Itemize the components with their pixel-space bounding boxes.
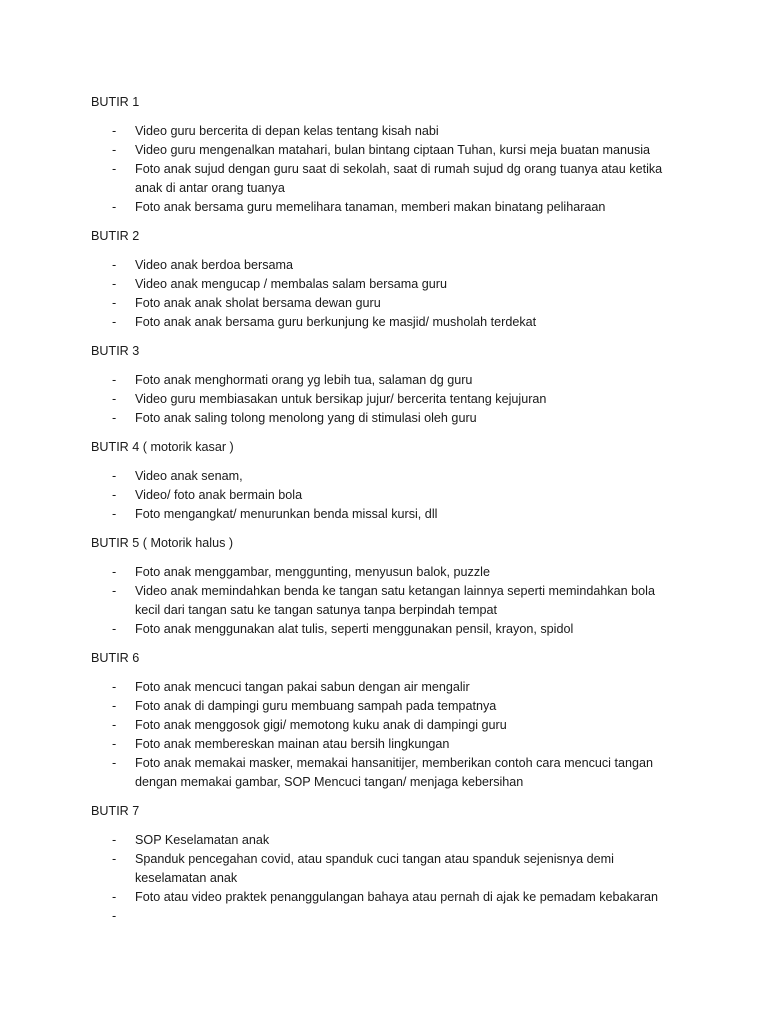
list-item [91,141,681,160]
bullet-dash: - [112,315,117,329]
list-item-text: Video anak senam, [135,469,243,483]
list-item-text: Foto anak membereskan mainan atau bersih lingkungan [135,737,450,751]
list-item [91,467,681,486]
list-item [91,735,681,754]
item-list-butir-1 [91,122,681,217]
list-item [91,390,681,409]
list-item-text: Foto anak saling tolong menolong yang di stimulasi oleh guru [135,411,477,425]
bullet-dash: - [112,890,117,904]
list-item-text: Foto anak anak sholat bersama dewan guru [135,296,381,310]
list-item [91,486,681,505]
bullet-dash: - [112,584,117,598]
list-item [91,505,681,524]
list-item-text: Foto anak anak bersama guru berkunjung ke masjid/ musholah terdekat [135,315,537,329]
bullet-dash: - [112,565,117,579]
list-item-text: SOP Keselamatan anak [135,833,270,847]
bullet-dash: - [112,909,117,923]
list-item-text: Foto anak mencuci tangan pakai sabun dengan air mengalir [135,680,470,694]
list-item [91,850,681,888]
list-item [91,294,681,313]
item-list-butir-6 [91,678,681,792]
section-title-butir-2: BUTIR 2 [91,229,140,243]
list-item [91,198,681,217]
item-list-butir-4 [91,467,681,524]
bullet-dash: - [112,143,117,157]
list-item [91,256,681,275]
list-item [91,275,681,294]
bullet-dash: - [112,507,117,521]
list-item [91,122,681,141]
bullet-dash: - [112,622,117,636]
list-item-text: Video guru membiasakan untuk bersikap jujur/ bercerita tentang kejujuran [135,392,547,406]
item-list-butir-2 [91,256,681,332]
list-item [91,716,681,735]
list-item-text: Video guru mengenalkan matahari, bulan bintang ciptaan Tuhan, kursi meja buatan manusia [135,143,651,157]
section-title-butir-6: BUTIR 6 [91,651,140,665]
bullet-dash: - [112,373,117,387]
document-body [91,93,681,923]
item-list-butir-7 [91,831,681,923]
list-item-text: Foto anak di dampingi guru membuang sampah pada tempatnya [135,699,497,713]
list-item [91,697,681,716]
bullet-dash: - [112,756,117,770]
list-item-text: Video anak memindahkan benda ke tangan satu ketangan lainnya seperti memindahkan bola kecil dari tangan satu ke tangan satunya tanpa berpindah tempat [135,584,655,617]
list-item-text: Video anak berdoa bersama [135,258,293,272]
bullet-dash: - [112,392,117,406]
bullet-dash: - [112,124,117,138]
list-item-text: Foto anak sujud dengan guru saat di sekolah, saat di rumah sujud dg orang tuanya atau ketika anak di antar orang tuanya [135,162,663,195]
item-list-butir-3 [91,371,681,428]
bullet-dash: - [112,469,117,483]
bullet-dash: - [112,162,117,176]
list-item-text: Foto anak menggunakan alat tulis, seperti menggunakan pensil, krayon, spidol [135,622,574,636]
bullet-dash: - [112,680,117,694]
bullet-dash: - [112,277,117,291]
section-title-butir-1: BUTIR 1 [91,95,140,109]
list-item-text: Foto atau video praktek penanggulangan bahaya atau pernah di ajak ke pemadam kebakaran [135,890,659,904]
list-item [91,160,681,198]
bullet-dash: - [112,737,117,751]
list-item-text: Spanduk pencegahan covid, atau spanduk cuci tangan atau spanduk sejenisnya demi keselamatan anak [135,852,614,885]
list-item [91,678,681,697]
bullet-dash: - [112,852,117,866]
bullet-dash: - [112,411,117,425]
list-item [91,620,681,639]
list-item [91,371,681,390]
list-item [91,563,681,582]
section-title-butir-4: BUTIR 4 ( motorik kasar ) [91,440,234,454]
bullet-dash: - [112,718,117,732]
list-item [91,888,681,907]
list-item [91,831,681,850]
list-item-text: Foto anak memakai masker, memakai hansanitijer, memberikan contoh cara mencuci tangan dengan memakai gambar, SOP Mencuci tangan/ menjaga kebersihan [135,756,653,789]
list-item-text: Foto anak menggosok gigi/ memotong kuku anak di dampingi guru [135,718,507,732]
bullet-dash: - [112,833,117,847]
list-item [91,754,681,792]
list-item [91,409,681,428]
list-item-text: Video guru bercerita di depan kelas tentang kisah nabi [135,124,439,138]
bullet-dash: - [112,258,117,272]
list-item-text: Foto anak bersama guru memelihara tanaman, memberi makan binatang peliharaan [135,200,606,214]
bullet-dash: - [112,699,117,713]
bullet-dash: - [112,488,117,502]
list-item [91,313,681,332]
list-item-text: Video anak mengucap / membalas salam bersama guru [135,277,447,291]
section-title-butir-3: BUTIR 3 [91,344,140,358]
section-title-butir-5: BUTIR 5 ( Motorik halus ) [91,536,234,550]
list-item-text: Foto mengangkat/ menurunkan benda missal kursi, dll [135,507,438,521]
bullet-dash: - [112,200,117,214]
list-item [91,582,681,620]
list-item-text: Foto anak menghormati orang yg lebih tua, salaman dg guru [135,373,473,387]
item-list-butir-5 [91,563,681,639]
list-item-text: Video/ foto anak bermain bola [135,488,303,502]
list-item-text: Foto anak menggambar, menggunting, menyusun balok, puzzle [135,565,490,579]
section-title-butir-7: BUTIR 7 [91,804,140,818]
bullet-dash: - [112,296,117,310]
